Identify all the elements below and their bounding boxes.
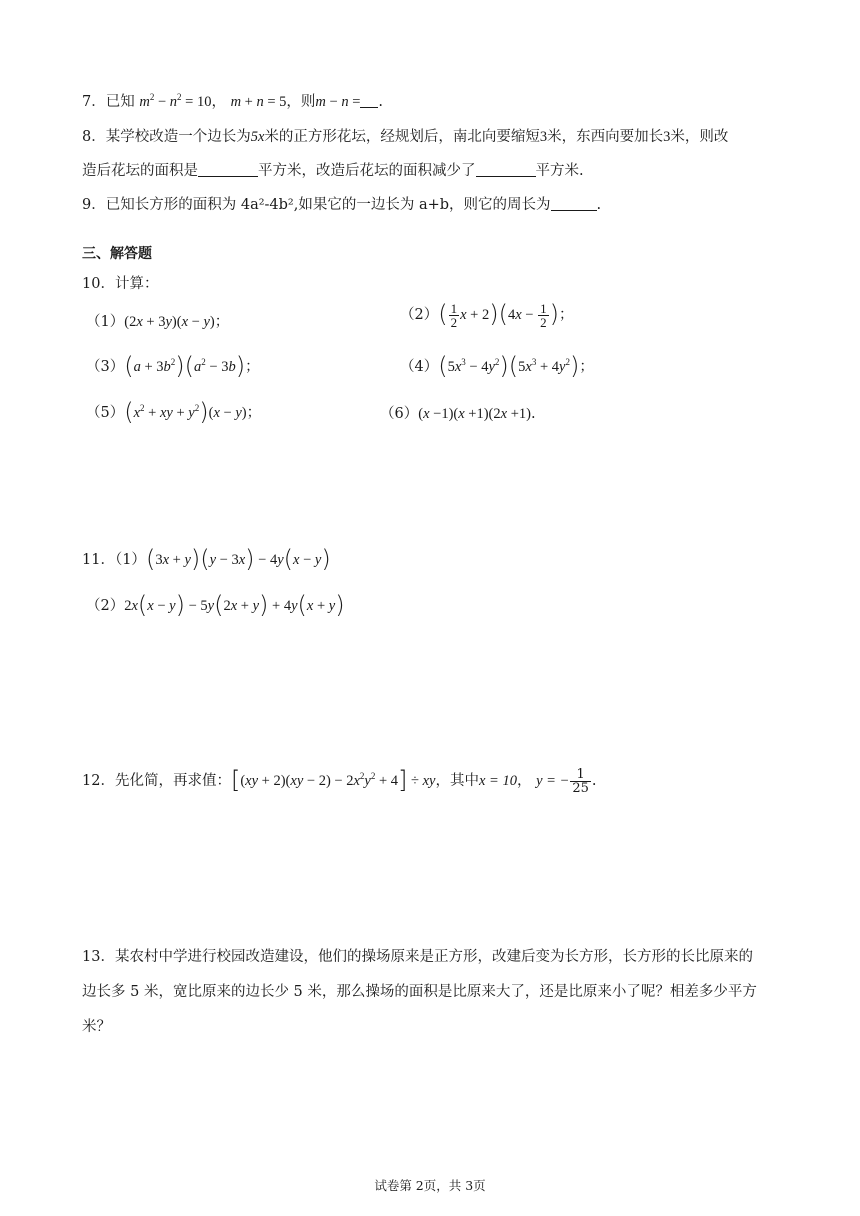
equation-1: $m^2 - n^2 = 10$	[139, 92, 212, 110]
equation-2: m + n = 5	[230, 94, 287, 110]
question-number: 7．	[82, 94, 106, 110]
expression: $(a + 3b^2)(a^2 - 3b)$	[124, 352, 246, 380]
question-10-part-3: $(3)(a + 3b^2)(a^2 - 3b)$；	[86, 352, 260, 380]
question-13-line-1: 13．某农村中学进行校园改造建设，他们的操场原来是正方形，改建后变为长方形，长方形的长比原来的	[82, 949, 753, 965]
question-11-part-1: 11．（1）(3x + y)(y − 3x) − 4y(x − y)	[82, 545, 331, 573]
expression: (x −1)(x +1)(2x +1)	[418, 406, 531, 422]
question-10-part-1: （1）(2x + 3y)(x − y)；	[86, 314, 230, 330]
expression: 2x(x − y) − 5y(2x + y) + 4y(x + y)	[124, 591, 345, 619]
question-11-part-2: （2）2x(x − y) − 5y(2x + y) + 4y(x + y)	[86, 591, 345, 619]
question-number: 11．	[82, 552, 115, 568]
fraction: $\frac{1}{25}$	[572, 766, 589, 796]
question-10-part-2: （2）( $\frac{1}{2}$ x + 2)(4x − $\frac{1}{2}$ )；	[400, 300, 574, 331]
expression: $[(xy + 2)(xy - 2) - 2x^2y^2 + 4]$ ÷ xy	[230, 766, 436, 794]
question-13-line-2: 边长多 5 米，宽比原来的边长少 5 米，那么操场的面积是比原来大了，还是比原来小了呢？相差多少平方	[82, 984, 757, 1000]
question-10-part-5: $(5)(x^2$ + xy + $y^2)(x - y)$；	[86, 398, 262, 426]
page-footer: 试卷第 2页，共 3页	[374, 1178, 486, 1193]
question-12: 12．先化简，再求值：$[(xy + 2)(xy - 2) - 2x^2y^2 + 4]$ ÷ xy，其中x = 10， y = − $\frac{1}{25}$ .	[82, 766, 597, 796]
expression: (2x + 3y)(x − y)	[124, 314, 215, 330]
question-number: 9．	[82, 197, 106, 213]
question-number: 8．	[82, 129, 106, 145]
answer-blank-2[interactable]	[476, 162, 536, 177]
equation-3: m − n =	[315, 94, 361, 110]
question-9: 9．已知长方形的面积为 4a²-4b²,如果它的一边长为 a+b，则它的周长为 .	[82, 197, 602, 213]
expression: ( $\frac{1}{2}$ x + 2)(4x − $\frac{1}{2}$ )	[438, 300, 559, 331]
answer-blank[interactable]	[551, 196, 597, 211]
question-number: 12．	[82, 773, 115, 789]
question-8-line-1: 8．某学校改造一个边长为5x米的正方形花坛，经规划后，南北向要缩短3米，东西向要加长3米，则改	[82, 129, 729, 145]
question-13-line-3: 米？	[82, 1019, 111, 1035]
expression: $(5x^3 - 4y^2)(5x^3 + 4y^2)$	[438, 352, 580, 380]
question-10-part-6: （6）(x −1)(x +1)(2x +1).	[380, 406, 536, 422]
question-10-part-4: $(4)(5x^3 - 4y^2)(5x^3 + 4y^2)$；	[400, 352, 594, 380]
question-text: 已知	[105, 94, 135, 110]
expression: (3x + y)(y − 3x) − 4y(x − y)	[145, 545, 331, 573]
question-10-title: 10．计算：	[82, 276, 159, 292]
question-8-line-2: 造后花坛的面积是 平方米，改造后花坛的面积减少了 平方米.	[82, 163, 584, 179]
answer-blank-1[interactable]	[198, 162, 258, 177]
question-7: 7．已知 $m^2 - n^2 = 10$， m + n = 5，则m − n = .	[82, 92, 384, 110]
section-heading: 三、解答题	[82, 246, 152, 262]
expression: ($x^2$ + xy + $y^2)(x - y)$	[124, 398, 247, 426]
answer-blank[interactable]	[360, 93, 378, 108]
question-number: 13．	[82, 949, 115, 965]
